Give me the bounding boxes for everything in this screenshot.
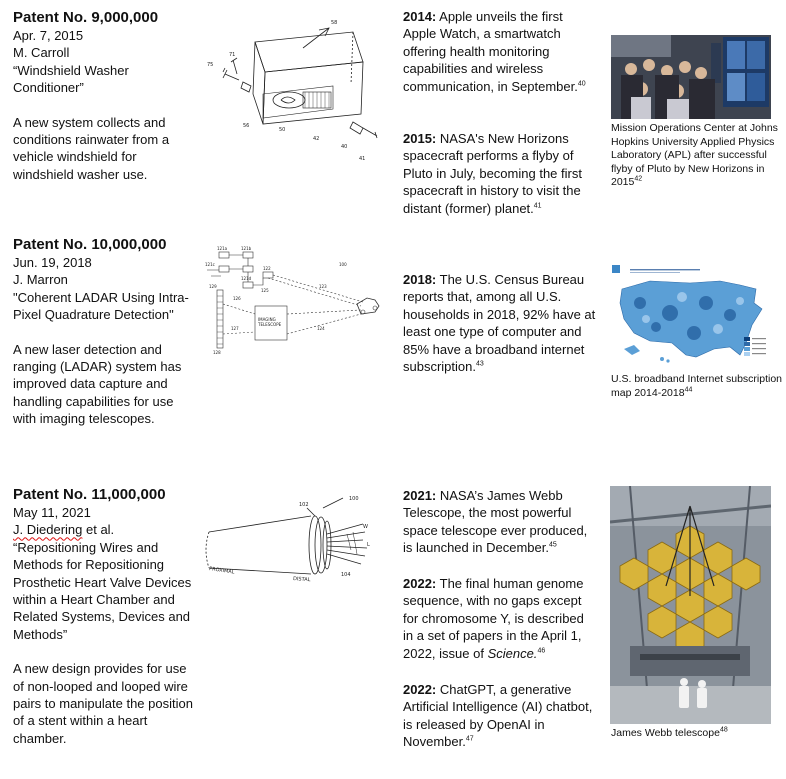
svg-text:124: 124 [317,326,325,331]
caption-broadband-map: U.S. broadband Internet subscription map 2014-2018$^{44}$ [611,373,783,399]
timeline-event-2022-genome: 2022: The final human genome sequence, with no gaps except for chromosome Y, is described in a set of papers in the April 1, 2022, issue of Science.$^{46}$ [403,576,584,661]
patent-number: Patent No. 11,000,000 [13,486,166,503]
svg-text:121d: 121d [241,276,252,281]
timeline-event-2018: 2018: The U.S. Census Bureau reports that, among all U.S. households in 2018, 92% have at least one type of computer and 85% have a broadband internet subscription.$^{43}$ [403,272,596,375]
label-56: 56 [243,123,250,129]
svg-text:TELESCOPE: TELESCOPE [258,322,282,327]
timeline-event-2015: 2015: NASA's New Horizons spacecraft performs a flyby of Pluto in July, becoming the first spacecraft in history to visit the distant (former) planet.$^{41}$ [403,131,582,216]
patent-inventor: M. Carroll [13,45,70,61]
svg-text:100: 100 [339,262,347,267]
svg-text:121b: 121b [241,246,252,251]
svg-text:122: 122 [263,266,271,271]
patent-date: Apr. 7, 2015 [13,28,84,43]
patent-inventor: J. Marron [13,272,68,288]
svg-text:100: 100 [349,496,359,502]
svg-text:121c: 121c [205,262,215,267]
james-webb-telescope-photo-icon [610,486,771,724]
svg-text:PROXIMAL: PROXIMAL [208,566,235,576]
label-71: 71 [229,52,236,58]
patent-title: "Coherent LADAR Using Intra-Pixel Quadrature Detection" [13,289,189,323]
caption-mission-control: Mission Operations Center at Johns Hopkins University Applied Physics Laboratory (APL) after successful flyby of Pluto by New Horizons in 2015$^{42}$ [611,122,778,189]
patent-number: Patent No. 10,000,000 [13,236,167,253]
svg-text:128: 128 [213,350,221,355]
svg-text:127: 127 [231,326,239,331]
inventor-name-flagged: J. Diedering [13,522,83,538]
label-58: 58 [331,20,338,26]
patent-block-11000000 [13,486,195,747]
label-75: 75 [207,62,214,68]
svg-text:126: 126 [233,296,241,301]
patent-title: “Repositioning Wires and Methods for Repositioning Prosthetic Heart Valve Devices within a Heart Chamber and Related Systems, Devices and Methods” [13,539,192,642]
timeline-event-2014: 2014: Apple unveils the first Apple Watch, a smartwatch offering health monitoring capabilities and wireless communication, in September.$^{40}$ [403,9,586,94]
svg-text:104: 104 [341,572,351,578]
label-42: 42 [313,136,320,142]
patent-date: May 11, 2021 [13,505,91,520]
inventor-suffix: et al. [82,522,115,538]
patent-description: A new design provides for use of non-looped and looped wire pairs to manipulate the position of a stent within a heart chamber. [13,661,193,746]
svg-text:123: 123 [319,284,327,289]
svg-text:125: 125 [261,288,269,293]
svg-text:IMAGING: IMAGING [258,317,276,322]
timeline-event-2021: 2021: NASA’s James Webb Telescope, the most powerful space telescope ever produced, is launched in December.$^{45}$ [403,488,588,556]
label-40: 40 [341,144,348,150]
patent-date: Jun. 19, 2018 [13,255,92,270]
patent-description: A new laser detection and ranging (LADAR) system has improved data capture and handling capabilities for use with imaging telescopes. [13,341,182,427]
patent-block-10000000 [13,236,195,428]
patent-drawing-windshield-washer-icon [203,14,383,164]
svg-text:102: 102 [299,502,309,508]
patent-block-9000000 [13,9,195,183]
svg-text:DISTAL: DISTAL [292,576,311,584]
svg-text:L: L [367,542,370,548]
timeline-event-2022-chatgpt: 2022: ChatGPT, a generative Artificial Intelligence (AI) chatbot, is released by OpenAI in November.$^{47}$ [403,682,593,750]
label-41: 41 [359,156,366,162]
mission-control-photo-icon [611,35,771,119]
patent-title: “Windshield Washer Conditioner” [13,62,129,96]
caption-james-webb: James Webb telescope$^{48}$ [611,726,728,739]
patent-drawing-ladar-icon [203,244,387,356]
patent-drawing-repositioning-wires-icon [203,494,387,594]
label-50: 50 [279,127,286,133]
patent-number: Patent No. 9,000,000 [13,9,159,26]
svg-text:121a: 121a [217,246,228,251]
patent-inventor [13,521,195,538]
svg-text:W: W [363,524,368,530]
svg-text:129: 129 [209,284,217,289]
patent-description: A new system collects and conditions rainwater from a vehicle windshield for windshield washer use. [13,114,170,182]
us-broadband-map-icon [610,263,772,371]
